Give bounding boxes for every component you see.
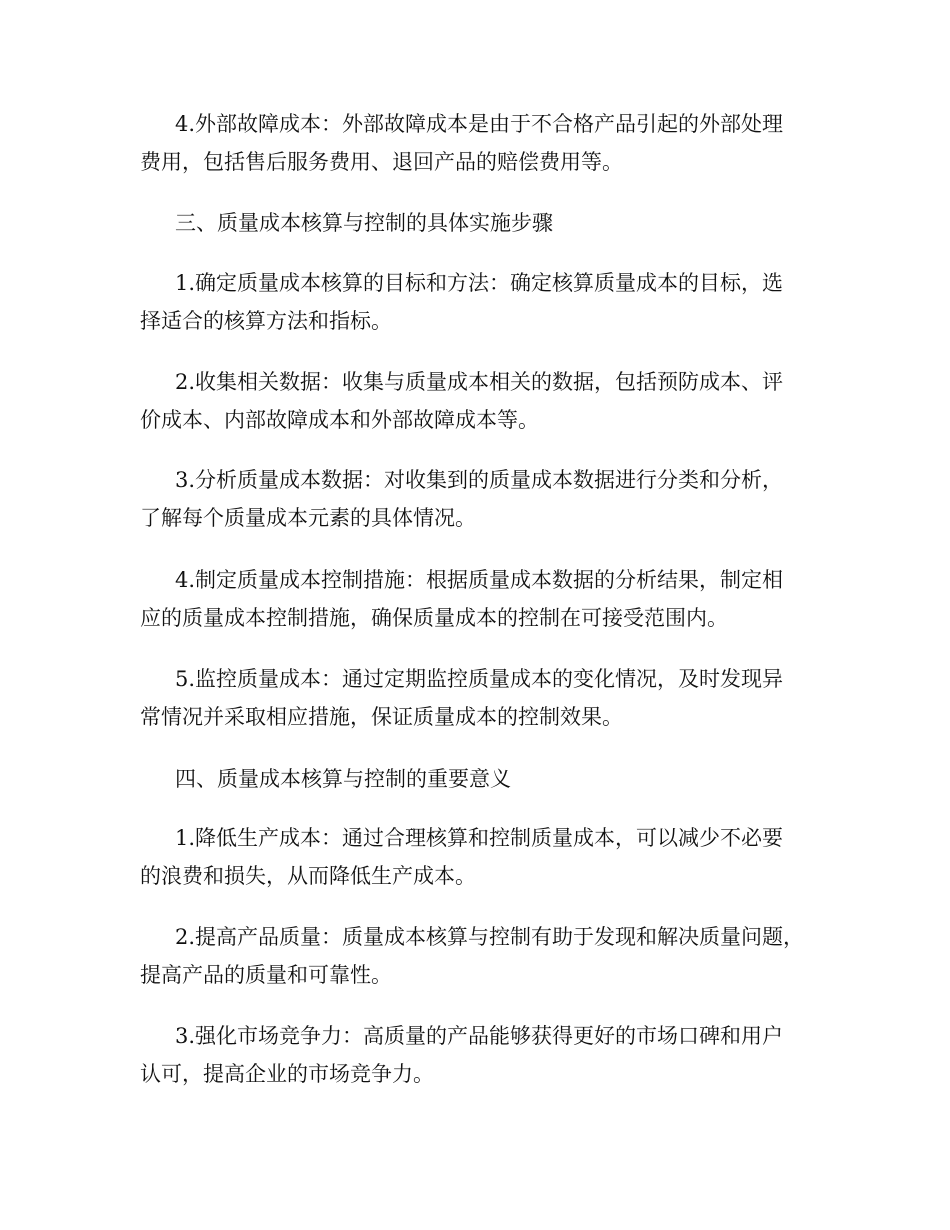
paragraph-line: 费用，包括售后服务费用、退回产品的赔偿费用等。 [140, 150, 623, 174]
section-heading-text: 四、质量成本核算与控制的重要意义 [175, 767, 511, 791]
paragraph-line: 4.制定质量成本控制措施：根据质量成本数据的分析结果，制定相 [175, 568, 784, 592]
section-heading-significance [140, 760, 820, 798]
paragraph-line: 3.强化市场竞争力：高质量的产品能够获得更好的市场口碑和用户 [175, 1024, 784, 1048]
paragraph-step-1 [140, 264, 820, 340]
paragraph-line: 1.确定质量成本核算的目标和方法：确定核算质量成本的目标，选 [175, 271, 784, 295]
paragraph-line: 认可，提高企业的市场竞争力。 [140, 1062, 434, 1086]
paragraph-line: 1.降低生产成本：通过合理核算和控制质量成本，可以减少不必要 [175, 826, 784, 850]
paragraph-step-5 [140, 660, 820, 736]
section-heading-text: 三、质量成本核算与控制的具体实施步骤 [175, 211, 553, 235]
paragraph-line: 提高产品的质量和可靠性。 [140, 963, 392, 987]
paragraph-significance-2 [140, 918, 820, 994]
paragraph-line: 常情况并采取相应措施，保证质量成本的控制效果。 [140, 705, 623, 729]
paragraph-line: 4.外部故障成本：外部故障成本是由于不合格产品引起的外部处理 [175, 112, 784, 136]
paragraph-step-3 [140, 461, 820, 537]
section-heading-implementation-steps [140, 204, 820, 242]
paragraph-step-2 [140, 363, 820, 439]
paragraph-step-4 [140, 561, 820, 637]
paragraph-significance-3 [140, 1017, 820, 1093]
paragraph-significance-1 [140, 819, 820, 895]
paragraph-line: 择适合的核算方法和指标。 [140, 309, 392, 333]
paragraph-line: 的浪费和损失，从而降低生产成本。 [140, 864, 476, 888]
paragraph-line: 了解每个质量成本元素的具体情况。 [140, 506, 476, 530]
paragraph-external-failure-cost [140, 105, 820, 181]
paragraph-line: 2.提高产品质量：质量成本核算与控制有助于发现和解决质量问题， [175, 925, 805, 949]
paragraph-line: 价成本、内部故障成本和外部故障成本等。 [140, 408, 539, 432]
paragraph-line: 2.收集相关数据：收集与质量成本相关的数据，包括预防成本、评 [175, 370, 784, 394]
paragraph-line: 应的质量成本控制措施，确保质量成本的控制在可接受范围内。 [140, 606, 728, 630]
paragraph-line: 3.分析质量成本数据：对收集到的质量成本数据进行分类和分析， [175, 468, 784, 492]
paragraph-line: 5.监控质量成本：通过定期监控质量成本的变化情况，及时发现异 [175, 667, 784, 691]
